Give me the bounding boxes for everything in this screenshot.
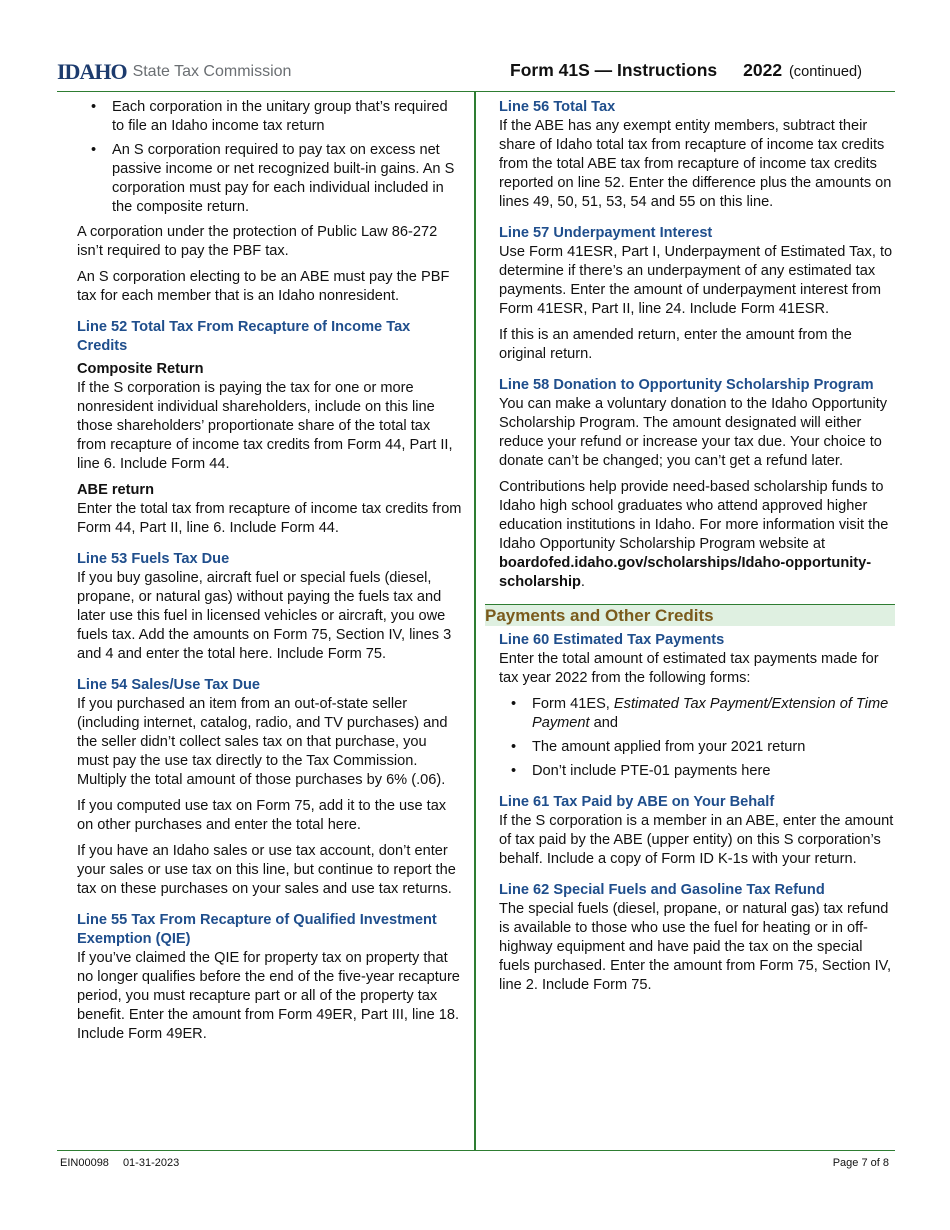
- line58-paragraph-2: [499, 478, 894, 592]
- line52-composite-subheading: Composite Return: [77, 361, 204, 377]
- page-number: Page 7 of 8: [832, 1157, 889, 1169]
- logo-wordmark: IDAHO: [57, 59, 127, 84]
- line52-abe-subheading: ABE return: [77, 482, 155, 498]
- line62-heading: Line 62 Special Fuels and Gasoline Tax Refund: [499, 882, 825, 898]
- line56-paragraph: If the ABE has any exempt entity members, subtract their share of Idaho total tax from recapture of income tax credits from the total ABE tax from recapture of income tax credits reported on line 52. Enter the difference plus the amounts on lines 49, 50, 51, 53, 54 and 55 on this line.: [499, 118, 892, 210]
- line60-bullet-list: [499, 695, 894, 781]
- right-column: [485, 98, 894, 1002]
- line57-paragraph-2: If this is an amended return, enter the amount from the original return.: [499, 327, 852, 362]
- line55-heading: Line 55 Tax From Recapture of Qualified Investment Exemption (QIE): [77, 912, 437, 947]
- list-item: • Each corporation in the unitary group that’s required to file an Idaho income tax return: [77, 98, 462, 136]
- left-column: [77, 98, 462, 1051]
- line57-paragraph-1: Use Form 41ESR, Part I, Underpayment of Estimated Tax, to determine if there’s an underpayment of any estimated tax payments. Enter the amount of underpayment interest from Form 41ESR, Part II, line 24. Include Form 41ESR.: [499, 244, 893, 317]
- line58-heading: Line 58 Donation to Opportunity Scholarship Program: [499, 377, 874, 393]
- paragraph-abe-pbf: An S corporation electing to be an ABE must pay the PBF tax for each member that is an Idaho nonresident.: [77, 269, 450, 304]
- header-rule: [57, 91, 895, 92]
- line54-paragraph-2: If you computed use tax on Form 75, add it to the use tax on other purchases and enter the total here.: [77, 798, 447, 833]
- line52-heading: Line 52 Total Tax From Recapture of Income Tax Credits: [77, 319, 411, 354]
- continued-label: (continued): [788, 64, 862, 80]
- line58-paragraph-1: You can make a voluntary donation to the Idaho Opportunity Scholarship Program. The amount designated will either reduce your refund or increase your tax due. Your choice to donate can’t be changed; you can’t get a refund later.: [499, 396, 888, 469]
- line54-paragraph-3: If you have an Idaho sales or use tax account, don’t enter your sales or use tax on this line, but continue to report the tax on these purchases on your sales and use tax returns.: [77, 843, 456, 897]
- list-item: • Don’t include PTE-01 payments here: [499, 762, 894, 781]
- logo-subtitle: State Tax Commission: [132, 63, 292, 80]
- form-code: EIN00098: [60, 1157, 109, 1169]
- footer-document-code: [60, 1154, 179, 1173]
- list-item: • An S corporation required to pay tax on excess net passive income or net recognized built-in gains. An S corporation must pay for each individual included in the composite return.: [77, 141, 462, 217]
- scholarship-website-link[interactable]: boardofed.idaho.gov/scholarships/Idaho-opportunity-scholarship: [499, 555, 872, 590]
- revision-date: 01-31-2023: [122, 1157, 180, 1169]
- line53-heading: Line 53 Fuels Tax Due: [77, 551, 230, 567]
- paragraph-public-law: A corporation under the protection of Public Law 86-272 isn’t required to pay the PBF tax.: [77, 224, 438, 259]
- line56-heading: Line 56 Total Tax: [499, 99, 616, 115]
- line52-composite-paragraph: If the S corporation is paying the tax for one or more nonresident individual shareholders, include on this line those shareholders’ proportionate share of the total tax from recapture of income tax credits from Form 44, Part II, line 6. Include Form 44.: [77, 380, 453, 472]
- unitary-bullet-list: [77, 98, 462, 217]
- line62-paragraph: The special fuels (diesel, propane, or natural gas) tax refund is available to those who use the fuel for heating or in off-highway equipment and have paid the tax on the special fuels purchased. Enter the amount from Form 75, Section IV, line 2. Include Form 75.: [499, 901, 892, 993]
- line55-paragraph: If you’ve claimed the QIE for property tax on property that no longer qualifies before the end of the five-year recapture period, you must recapture part or all of the property tax benefit. Enter the amount from Form 49ER, Part III, line 18. Include Form 49ER.: [77, 950, 460, 1042]
- line58-contribution-text: Contributions help provide need-based scholarship funds to Idaho high school graduates who attend approved higher education institutions in Idaho. For more information visit the Idaho Opportunity Scholarship Program website at: [499, 479, 889, 552]
- line61-paragraph: If the S corporation is a member in an ABE, enter the amount of tax paid by the ABE (upper entity) on this S corporation’s behalf. Include a copy of Form ID K-1s with your return.: [499, 813, 894, 867]
- list-item-text: Form 41ES,: [532, 696, 614, 712]
- list-item: • The amount applied from your 2021 return: [499, 738, 894, 757]
- line53-paragraph: If you buy gasoline, aircraft fuel or special fuels (diesel, propane, or natural gas) without paying the fuels tax and later use this fuel in licensed vehicles or aircraft, you owe fuels tax. Add the amounts on Form 75, Section IV, lines 3 and 4 and enter the total here. Include Form 75.: [77, 570, 452, 662]
- line61-heading: Line 61 Tax Paid by ABE on Your Behalf: [499, 794, 775, 810]
- page-title: [510, 61, 862, 82]
- list-item-text: and: [589, 715, 618, 731]
- form-title: Form 41S — Instructions: [510, 60, 718, 80]
- list-item: [499, 695, 894, 733]
- payments-section-header: [485, 604, 895, 626]
- agency-logo: [57, 59, 292, 84]
- line57-heading: Line 57 Underpayment Interest: [499, 225, 713, 241]
- footer-rule: [57, 1150, 895, 1151]
- line60-heading: Line 60 Estimated Tax Payments: [499, 632, 725, 648]
- line60-paragraph: Enter the total amount of estimated tax payments made for tax year 2022 from the following forms:: [499, 651, 879, 686]
- line52-abe-paragraph: Enter the total tax from recapture of income tax credits from Form 44, Part II, line 6. Include Form 44.: [77, 501, 462, 536]
- line54-paragraph-1: If you purchased an item from an out-of-state seller (including internet, catalog, radio, and TV purchases) and the seller didn’t collect sales tax on that purchase, you must pay the use tax directly to the Tax Commission. Multiply the total amount of those purchases by 6% (.06).: [77, 696, 448, 788]
- form-name-italic: Estimated Tax Payment/Extension of Time Payment: [532, 696, 889, 731]
- sentence-period: .: [580, 574, 585, 590]
- column-divider: [474, 91, 476, 1151]
- section-title: Payments and Other Credits: [485, 606, 714, 625]
- tax-year: 2022: [743, 60, 783, 80]
- line54-heading: Line 54 Sales/Use Tax Due: [77, 677, 261, 693]
